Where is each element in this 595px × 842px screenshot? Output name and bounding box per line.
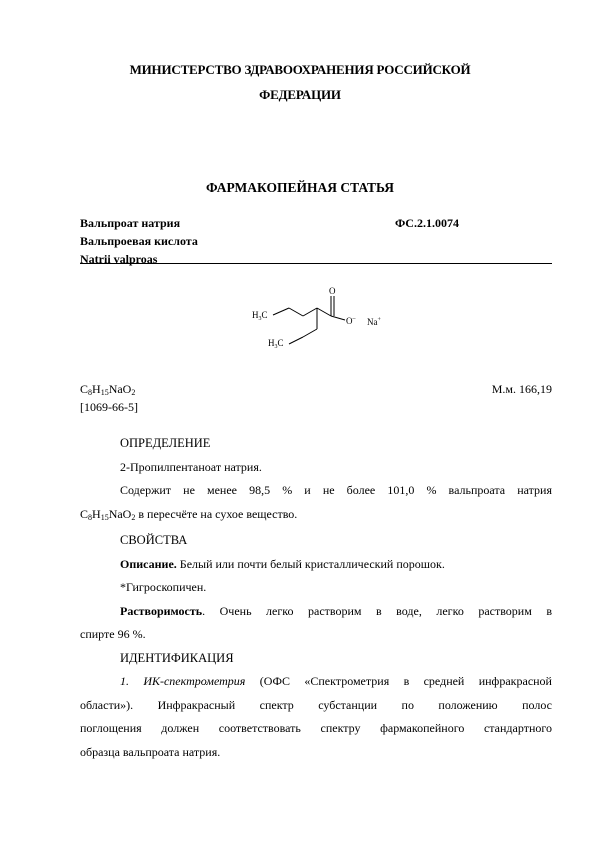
ir-line-3: поглощения должен соответствовать спектру фармакопейного стандартного (80, 721, 552, 735)
solubility-line-1: Растворимость. Очень легко растворим в воде, легко растворим в (120, 603, 552, 618)
solubility-line-2: спирте 96 %. (80, 627, 146, 641)
content-line-1: Содержит не менее 98,5 % и не более 101,0 % вальпроата натрия (120, 483, 552, 497)
monograph-body (80, 432, 552, 764)
identification-heading: ИДЕНТИФИКАЦИЯ (120, 650, 234, 665)
header-divider (80, 263, 552, 264)
substance-names (80, 214, 552, 268)
monograph-code: ФС.2.1.0074 (395, 216, 459, 230)
content-line-2: $C_8H_{15}NaO_2$ в пересчёте на сухое вещество. (80, 506, 298, 522)
structural-formula-drawing (245, 282, 395, 362)
acid-name: Вальпроевая кислота (80, 234, 198, 248)
molecular-formula: $C_8H_{15}NaO_2$ (80, 382, 136, 397)
carbonyl-oxygen-label: O (329, 286, 336, 296)
hygroscopic-note: *Гигроскопичен. (120, 580, 207, 594)
ministry-line-1: МИНИСТЕРСТВО ЗДРАВООХРАНЕНИЯ РОССИЙСКОЙ (129, 62, 471, 77)
latin-name: Natrii valproas (80, 252, 158, 266)
carboxylate-oxygen-label: O– (346, 316, 356, 326)
molecular-mass: М.м. 166,19 (491, 382, 552, 396)
description-paragraph: Описание. Белый или почти белый кристаллический порошок. (120, 556, 445, 571)
document-type-title: ФАРМАКОПЕЙНАЯ СТАТЬЯ (206, 180, 394, 195)
methyl-label-bottom: $H_3C$ (268, 338, 284, 350)
definition-heading: ОПРЕДЕЛЕНИЕ (120, 436, 211, 450)
ministry-line-2: ФЕДЕРАЦИИ (259, 87, 341, 102)
definition-text: 2-Пропилпентаноат натрия. (120, 459, 262, 474)
ir-line-2: области»). Инфракрасный спектр субстанции по положению полос (80, 697, 552, 712)
sodium-ion-label: Na+ (367, 317, 381, 327)
cas-number: [1069-66-5] (80, 400, 138, 414)
methyl-label-top: $H_3C$ (252, 310, 268, 322)
russian-name: Вальпроат натрия (80, 216, 181, 230)
ir-line-1: 1. ИК-спектрометрия (ОФС «Спектрометрия в средней инфракрасной (120, 674, 552, 688)
ministry-header (80, 57, 520, 107)
properties-heading: СВОЙСТВА (120, 533, 188, 547)
ir-line-4: образца вальпроата натрия. (80, 744, 221, 759)
structural-formula (245, 282, 395, 362)
